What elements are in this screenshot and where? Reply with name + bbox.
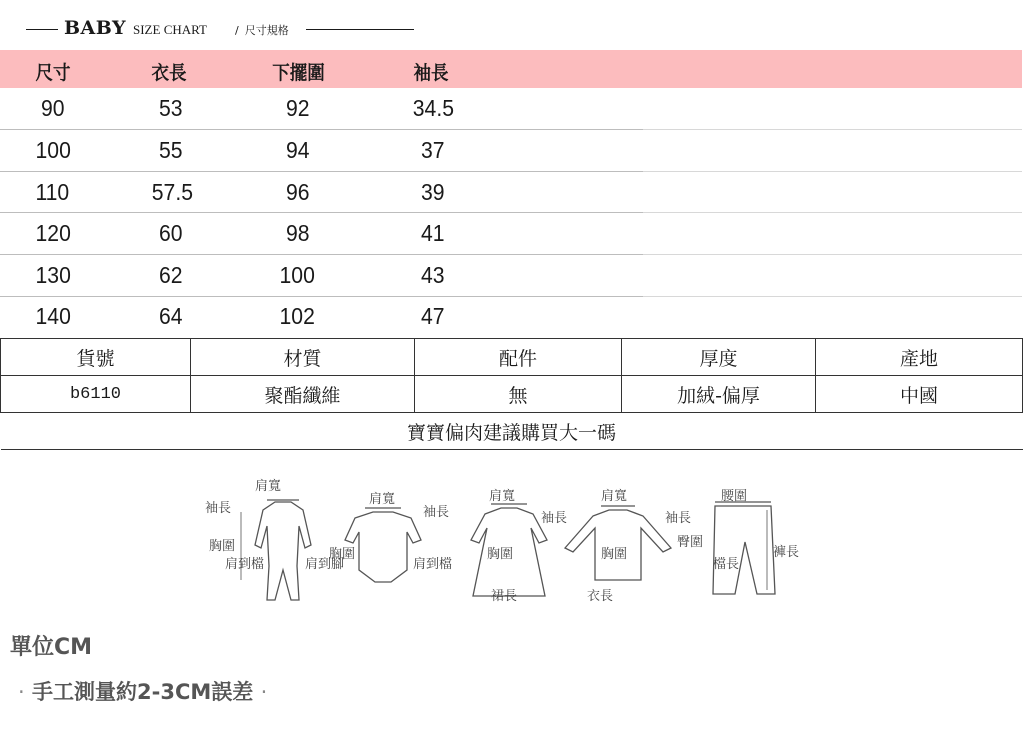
- table-cell: 37: [421, 137, 445, 163]
- diagram-label: 袖長: [205, 501, 232, 516]
- diagram-label: 臀圍: [677, 535, 704, 550]
- row-divider: [0, 129, 643, 130]
- diagram-label: 肩到檔: [413, 557, 453, 572]
- brand-title: BABY: [64, 17, 127, 39]
- measurement-error-note: [18, 676, 267, 706]
- row-divider: [643, 296, 1022, 297]
- chart-header: [6, 15, 426, 43]
- diagram-label: 胸圍: [209, 539, 236, 554]
- info-header-accessories: 配件: [415, 339, 622, 376]
- diagram-label: 腰圍: [721, 489, 748, 504]
- row-divider: [643, 254, 1022, 255]
- garment-illustrations: [195, 470, 800, 615]
- header-rule-right: [306, 29, 414, 30]
- table-cell: 57.5: [151, 179, 193, 205]
- diagram-label: 肩到腳: [305, 557, 345, 572]
- measurement-diagram: [195, 470, 800, 615]
- info-header-material: 材質: [191, 339, 415, 376]
- table-cell: 100: [279, 262, 315, 288]
- cn-title: [235, 22, 295, 38]
- row-divider: [643, 171, 1022, 172]
- pants-outline: [713, 506, 775, 594]
- bodysuit-outline: [345, 512, 421, 582]
- info-value-origin: 中國: [816, 376, 1023, 413]
- diagram-label: 胸圍: [329, 547, 356, 562]
- col-header-sleeve: 袖長: [413, 63, 449, 84]
- table-cell: 120: [35, 220, 71, 246]
- info-value-accessories: 無: [415, 376, 622, 413]
- table-cell: 110: [35, 179, 70, 205]
- row-divider: [643, 129, 1022, 130]
- info-value-thickness: 加絨-偏厚: [622, 376, 816, 413]
- table-cell: 100: [35, 137, 71, 163]
- row-divider: [0, 212, 643, 213]
- diagram-label: 袖長: [665, 511, 692, 526]
- table-cell: 98: [286, 220, 310, 246]
- table-cell: 53: [159, 95, 183, 121]
- unit-note: 單位CM: [10, 635, 93, 660]
- row-divider: [0, 171, 643, 172]
- col-header-size: 尺寸: [35, 63, 71, 84]
- table-cell: 55: [159, 137, 183, 163]
- top-outline: [565, 510, 671, 580]
- romper-outline: [255, 502, 311, 600]
- table-cell: 60: [159, 220, 183, 246]
- info-header-item-no: 貨號: [1, 339, 191, 376]
- info-value-material: 聚酯纖維: [191, 376, 415, 413]
- diagram-label: 肩到檔: [225, 557, 265, 572]
- diagram-label: 肩寬: [601, 489, 628, 504]
- diagram-label: 裙長: [491, 589, 518, 604]
- bullet-dot: ·: [260, 680, 268, 704]
- diagram-label: 袖長: [423, 505, 450, 520]
- table-cell: 92: [286, 95, 310, 121]
- table-cell: 130: [35, 262, 71, 288]
- size-advice-note: 寶寶偏肉建議購買大一碼: [1, 413, 1023, 450]
- info-header-thickness: 厚度: [622, 339, 816, 376]
- info-header-origin: 產地: [816, 339, 1023, 376]
- diagram-label: 肩寬: [369, 492, 396, 507]
- table-cell: 94: [286, 137, 310, 163]
- col-header-hem: 下擺圍: [272, 63, 325, 84]
- table-cell: 62: [159, 262, 183, 288]
- header-rule-left: [26, 29, 58, 30]
- diagram-label: 胸圍: [487, 547, 514, 562]
- diagram-label: 檔長: [713, 557, 740, 572]
- table-cell: 39: [421, 179, 445, 205]
- diagram-label: 肩寬: [255, 479, 282, 494]
- table-cell: 90: [41, 95, 65, 121]
- table-cell: 41: [421, 220, 445, 246]
- table-cell: 43: [421, 262, 445, 288]
- col-header-length: 衣長: [151, 63, 187, 84]
- cn-title-text: 尺寸規格: [244, 24, 289, 37]
- diagram-label: 衣長: [587, 589, 614, 604]
- table-cell: 34.5: [412, 95, 454, 121]
- size-chart-subtitle: SIZE CHART: [133, 22, 207, 37]
- diagram-label: 袖長: [541, 511, 568, 526]
- table-cell: 47: [421, 303, 445, 329]
- row-divider: [643, 212, 1022, 213]
- table-cell: 96: [286, 179, 310, 205]
- product-info-table: [0, 338, 1022, 450]
- table-cell: 140: [35, 303, 71, 329]
- row-divider: [0, 296, 643, 297]
- diagram-label: 褲長: [773, 545, 800, 560]
- error-note-text: 手工測量約2-3CM誤差: [32, 680, 254, 704]
- bullet-dot: ·: [18, 680, 25, 704]
- table-cell: 64: [159, 303, 183, 329]
- diagram-label: 肩寬: [489, 489, 516, 504]
- info-value-item-no: b6110: [1, 376, 191, 413]
- row-divider: [0, 254, 643, 255]
- diagram-label: 胸圍: [601, 547, 628, 562]
- title-separator: /: [235, 24, 239, 37]
- table-cell: 102: [279, 303, 315, 329]
